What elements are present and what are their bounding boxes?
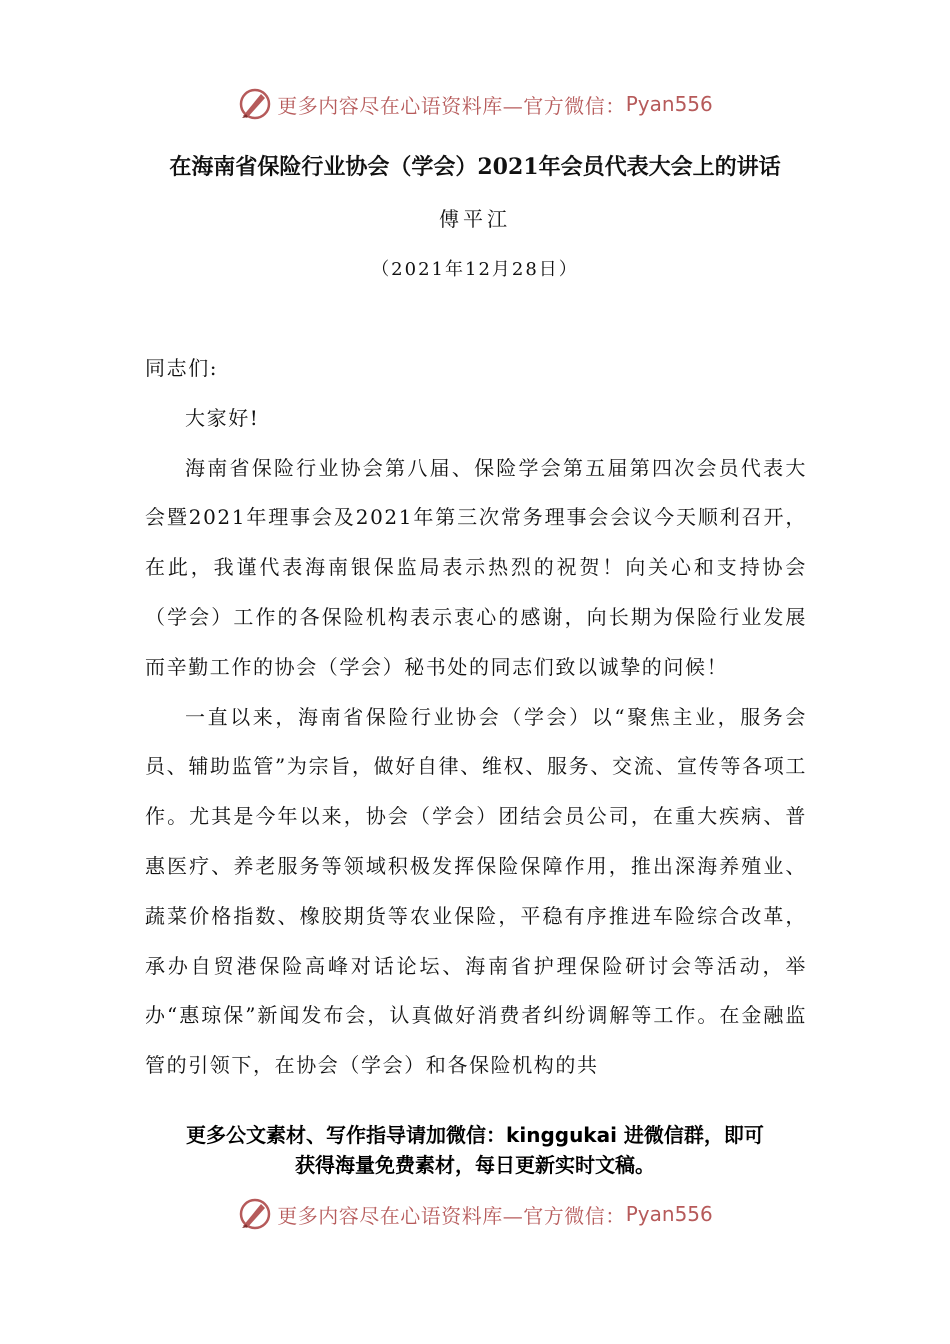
promo-notice	[130, 1120, 820, 1180]
footer-watermark-banner	[0, 1194, 950, 1234]
document-author: 傅平江	[439, 207, 511, 231]
banner-text: 更多内容尽在心语资料库—官方微信：	[277, 1203, 626, 1228]
promo-line-1: 更多公文素材、写作指导请加微信：kinggukai 进微信群，即可	[186, 1123, 764, 1147]
greeting: 大家好!	[185, 405, 260, 430]
body-paragraph-1: 海南省保险行业协会第八届、保险学会第五届第四次会员代表大会暨2021年理事会及2021年第三次常务理事会会议今天顺利召开，在此，我谨代表海南银保监局表示热烈的祝贺！向关心和支持协会（学会）工作的各保险机构表示衷心的感谢，向长期为保险行业发展而辛勤工作的协会（学会）秘书处的同志们致以诚挚的问候！	[145, 455, 807, 679]
pen-logo-icon	[237, 1196, 273, 1232]
banner-wechat-handle: Pyan556	[625, 1202, 713, 1226]
salutation: 同志们:	[145, 356, 219, 380]
banner-text: 更多内容尽在心语资料库—官方微信：	[277, 93, 626, 118]
header-watermark-banner	[0, 84, 950, 124]
pen-logo-icon	[237, 86, 273, 122]
document-date: （2021年12月28日）	[371, 259, 579, 280]
document-body	[145, 344, 807, 1091]
document-title: 在海南省保险行业协会（学会）2021年会员代表大会上的讲话	[169, 154, 781, 180]
body-paragraph-2: 一直以来，海南省保险行业协会（学会）以“聚焦主业，服务会员、辅助监管”为宗旨，做好自律、维权、服务、交流、宣传等各项工作。尤其是今年以来，协会（学会）团结会员公司，在重大疾病、普惠医疗、养老服务等领域积极发挥保险保障作用，推出深海养殖业、蔬菜价格指数、橡胶期货等农业保险，平稳有序推进车险综合改革，承办自贸港保险高峰对话论坛、海南省护理保险研讨会等活动，举办“惠琼保”新闻发布会，认真做好消费者纠纷调解等工作。在金融监管的引领下，在协会（学会）和各保险机构的共	[145, 704, 807, 1078]
promo-line-2: 获得海量免费素材，每日更新实时文稿。	[295, 1153, 655, 1177]
banner-wechat-handle: Pyan556	[625, 92, 713, 116]
